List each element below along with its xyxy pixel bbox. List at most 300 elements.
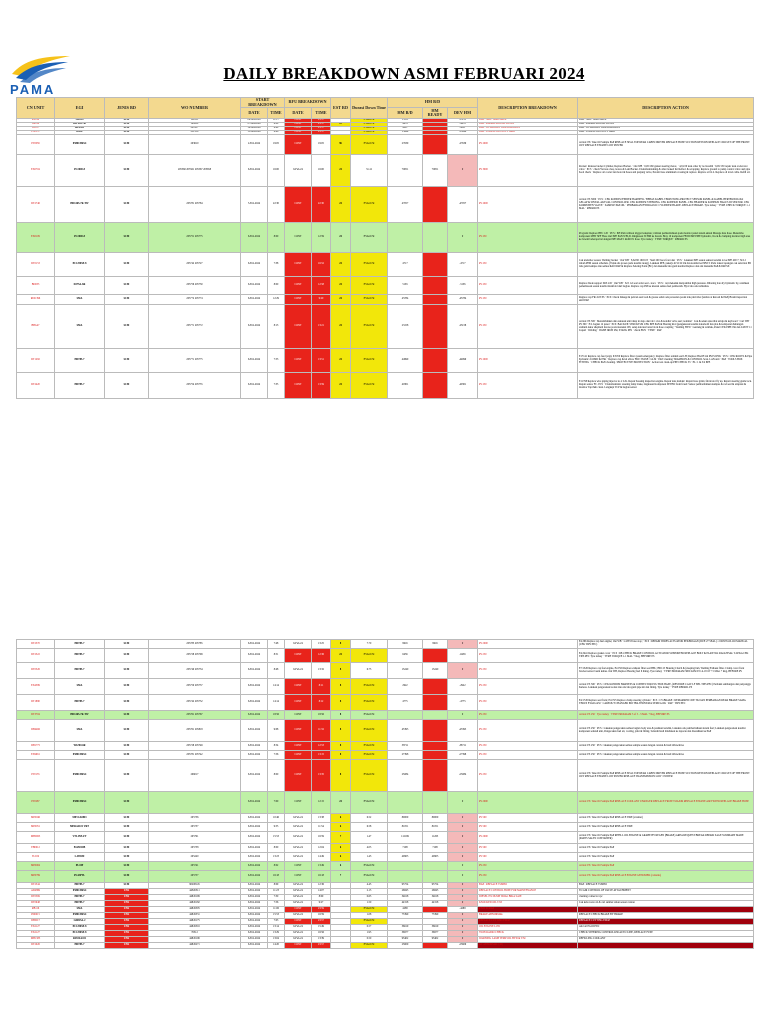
cell-jenis-bd: SCM (105, 663, 149, 679)
cell-description-action: E4/1726 Replace seal front; E41725 Replace clamp steering cylinder · PCS : CV-BRAKE : REMARKED CDE TK DAN PERBAIKAN REAR BRAKE SAMA TERUS EVALUASI · CAREOUT CHANGER PRI TBA TERNYATA SEMUA OK · PAP · TIPS PEC (578, 695, 754, 711)
cell-jenis-bd: SCM (105, 871, 149, 883)
cell-rfu-date: 6-Feb-24 (285, 844, 312, 853)
cell-jenis-bd: SCM (105, 742, 149, 751)
cell-jenis-bd: UNS (105, 943, 149, 949)
cell-jenis-bd: SCM (105, 223, 149, 253)
cell-dev-hm: -27398 (448, 751, 478, 760)
cell-cn-unit: DT1880 (17, 695, 55, 711)
cell-cn-unit: BBG47 (17, 305, 55, 349)
cell-start-date: 6-Feb-2024 (241, 889, 268, 895)
cell-wo-number: 205736 (149, 814, 241, 823)
cell-rfu-time: 13:35 (312, 760, 331, 792)
table-row (17, 871, 754, 883)
cell-jenis-bd: SCM (105, 720, 149, 742)
cell-est-rd: 8 (331, 751, 351, 760)
cell-est-rd: 8 (331, 679, 351, 695)
cell-description-action: Action: PS: Take Oil Sample PAP REFILL OIL ENGINE & GRABE BY REGEN (BRAKE) AREA REQUEST BREAK REPAIR SAGE SUMMARY MADE (PARTS SALES CONTAINER) (578, 832, 754, 844)
cell-egi: WA700-6R (55, 742, 105, 751)
cell-dev-hm: -13994 (448, 131, 478, 135)
cell-jenis-bd: SCM (105, 131, 149, 135)
cell-est-rd (331, 943, 351, 949)
cell-jenis-bd: SCM (105, 832, 149, 844)
cell-description-breakdown: PS 250 (478, 695, 578, 711)
cell-duration: EVALUSI (351, 119, 388, 123)
table-row (17, 295, 754, 305)
table-row (17, 792, 754, 814)
cell-est-rd: 7 (331, 832, 351, 844)
cell-start-date: 6-Feb-2024 (241, 814, 268, 823)
cell-dev-hm: -4433 (448, 123, 478, 127)
cell-description-action: E7/1326 Replace cap fuel engine, E41726 Replace exhaust filter seal BEL; HD115 Housing Clutch & (sleeping hub, Welding Exhaust filter. Clamp cover front bracket sensor beam kubus. Out WB, Replace Bearing fuel 6 lining. Tyre turkey · TYRE PROGRAM 3000 ASM 03 1A 18 18 + 5 MAL + Reg, BEFORE PS (578, 663, 754, 679)
cell-wo-number: 205756 205730 (149, 277, 241, 295)
cell-start-time: 7:03 (268, 919, 285, 925)
cell-start-date: 6-Feb-2024 (241, 862, 268, 871)
cell-dev-hm: 0 (448, 663, 478, 679)
cell-description-breakdown: PS 500 (478, 823, 578, 832)
breakdown-table-top-body (17, 119, 754, 399)
cell-egi: HD785-7 (55, 883, 105, 889)
cell-hm-ready: 70051 (423, 155, 448, 187)
cell-rfu-date: CONT (285, 720, 312, 742)
cell-description-breakdown: PS 250 (478, 711, 578, 720)
cell-start-time: 9:08 (268, 720, 285, 742)
cell-hm-ready (423, 253, 448, 277)
cell-start-time: 15:53 (268, 913, 285, 919)
cell-hm-bd: 4267 (388, 127, 423, 131)
logo-text: PAMA (10, 82, 56, 97)
cell-rfu-time: 13:51 (312, 349, 331, 373)
cell-hm-bd: 81051 (388, 823, 423, 832)
cell-rfu-time: 16:52 (312, 253, 331, 277)
cell-hm-bd: 44999 (388, 349, 423, 373)
cell-rfu-time: 13:38 (312, 814, 331, 823)
cell-description-breakdown: PS 500 (478, 853, 578, 862)
cell-duration: EVALUSI (351, 943, 388, 949)
cell-start-date: 6-Feb-2024 (241, 751, 268, 760)
cell-egi: MP1CA0801 (55, 814, 105, 823)
cell-start-date: 6-Feb-2024 (241, 901, 268, 907)
cell-cn-unit: MP0051 (17, 823, 55, 832)
cell-description-breakdown: PS 2000 (478, 640, 578, 649)
cell-rfu-time: 13:32 (312, 663, 331, 679)
cell-est-rd: 6 (331, 844, 351, 853)
cell-est-rd: 22 (331, 123, 351, 127)
cell-hm-bd: 13994 (388, 131, 423, 135)
cell-hm-bd: 93402 (388, 937, 423, 943)
cell-rfu-time: 11:32 (312, 720, 331, 742)
cell-hm-bd: 4775 (388, 695, 423, 711)
cell-cn-unit: PD6015 (17, 913, 55, 919)
cell-egi: SMA (55, 679, 105, 695)
cell-cn-unit: EX9961 (17, 751, 55, 760)
cell-hm-ready (423, 277, 448, 295)
table-row (17, 277, 754, 295)
cell-start-time: 14:14 (268, 695, 285, 711)
cell-egi: P380CB6X4 (55, 889, 105, 895)
header-dev-hm: DEV HM (448, 108, 478, 119)
cell-wo-number: 206017 (149, 760, 241, 792)
breakdown-table-top (16, 97, 754, 399)
cell-rfu-date: CONT (285, 127, 312, 131)
cell-start-date: 10-Jan-2024 (241, 127, 268, 131)
cell-egi: PC2000-8 (55, 155, 105, 187)
cell-hm-ready: 93402 (423, 937, 448, 943)
cell-duration: EVALUSI (351, 742, 388, 751)
cell-description-breakdown: PS 2000 (478, 349, 578, 373)
cell-wo-number: 44845175 (149, 919, 241, 925)
cell-description-breakdown: WARNING LAMP TEMP OIL HYD & T/M (478, 937, 578, 943)
cell-duration: EVALUSI (351, 349, 388, 373)
cell-description-breakdown: PS 250 (478, 277, 578, 295)
cell-hm-ready (423, 223, 448, 253)
cell-description-action: Action: PS 250 · PCS : lakukan pengecekan semua sample sesuai dengan catatan & hasil dibawah ke (578, 751, 754, 760)
cell-rfu-date: CONT (285, 919, 312, 925)
cell-description-action: Action: PS: Take Oil Sample PAP REPLACE TIRE (578, 823, 754, 832)
header-start-date: DATE (241, 108, 268, 119)
cell-egi: GD825A-2 (55, 919, 105, 925)
cell-hm-bd: 45395 (388, 720, 423, 742)
cell-dev-hm: -38711 (448, 742, 478, 751)
cell-dev-hm: 0 (448, 823, 478, 832)
cell-hm-bd: 13240 (388, 663, 423, 679)
cell-description-action (578, 943, 754, 949)
cell-rfu-date: CONT (285, 751, 312, 760)
cell-hm-bd: 2922 (388, 679, 423, 695)
cell-est-rd: 8 (331, 720, 351, 742)
cell-wo-number: 205761 205767 (149, 711, 241, 720)
cell-hm-ready: 11265 (423, 832, 448, 844)
cell-rfu-time: 16:00 (312, 155, 331, 187)
table-row (17, 720, 754, 742)
cell-rfu-time: 13:59 (312, 373, 331, 399)
cell-rfu-date: CONT (285, 907, 312, 913)
cell-cn-unit: MH0065 (17, 832, 55, 844)
cell-rfu-time: 13:39 (312, 937, 331, 943)
cell-cn-unit: MH1383 (17, 937, 55, 943)
cell-hm-ready (423, 760, 448, 792)
table-row (17, 135, 754, 155)
cell-rfu-date: CONT (285, 305, 312, 349)
page-title: DAILY BREAKDOWN ASMI FEBRUARI 2024 (223, 64, 585, 83)
cell-hm-bd: 7198 (388, 844, 423, 853)
cell-egi: PC1250SP-8 (55, 253, 105, 277)
cell-wo-number: 44845331 (149, 913, 241, 919)
cell-start-time: 12:29 (268, 295, 285, 305)
cell-description-breakdown: BAP : REPLACE TURBO (478, 883, 578, 889)
table-row (17, 640, 754, 649)
cell-hm-bd (388, 871, 423, 883)
cell-start-date: 27-Jan-2024 (241, 123, 268, 127)
table-row (17, 253, 754, 277)
cell-dev-hm: -23609 (448, 943, 478, 949)
cell-wo-number: 205742 205727 (149, 253, 241, 277)
cell-start-date: 6-Feb-2024 (241, 720, 268, 742)
cell-dev-hm: 0 (448, 862, 478, 871)
cell-wo-number: 44845305 (149, 907, 241, 913)
cell-dev-hm: 0 (448, 223, 478, 253)
cell-description-breakdown: PS 250 (478, 720, 578, 742)
table-row (17, 649, 754, 663)
cell-duration: 1.08 (351, 913, 388, 919)
cell-start-time: 8:02 (268, 862, 285, 871)
cell-wo-number: 205740 205734 (149, 663, 241, 679)
table-row (17, 349, 754, 373)
cell-start-date: 6-Feb-2024 (241, 792, 268, 814)
cell-start-time: 8:48 (268, 663, 285, 679)
cell-dev-hm: 0 (448, 931, 478, 937)
cell-description-action: Program: Replace BEC 120 · PCS : P.H Pam without trigger leakplate; validasi pemberitahuan pada monitor panel sistem aktual Manage data hose. Menerima komponen MHT SPF Hose dari PPE PAN WELD. Ringkasan 30 HM ke bawah. Bray 10 komponen FB DUMP PIPE hydraulic, block & clamping monitor high area ke bawah beberapa hal dengan PPE MAST. Refill P1 hose. Tyre turkey · TYRE TORQUE · REPAIR PS (578, 223, 754, 253)
cell-start-date: 5-Feb-2024 (241, 187, 268, 223)
cell-rfu-time: 22:30 (312, 187, 331, 223)
cell-start-date: 6-Feb-2024 (241, 871, 268, 883)
cell-cn-unit: DT2344 (17, 883, 55, 889)
cell-egi: HD785-7 (55, 901, 105, 907)
cell-cn-unit: BD033 (17, 277, 55, 295)
cell-hm-ready (423, 862, 448, 871)
cell-duration: EVALUSI (351, 871, 388, 883)
cell-jenis-bd: SCM (105, 373, 149, 399)
cell-egi: HD1465-7R-TW (55, 711, 105, 720)
cell-duration: 6.58 (351, 823, 388, 832)
header-wo-number: WO NUMBER (149, 98, 241, 119)
cell-dev-hm: -45784 (448, 295, 478, 305)
cell-jenis-bd: SCM (105, 751, 149, 760)
cell-rfu-time: 12:53 (312, 742, 331, 751)
cell-duration: 31.12 (351, 155, 388, 187)
cell-start-date: 6-Feb-2024 (241, 223, 268, 253)
cell-duration: EVALUSI (351, 253, 388, 277)
cell-hm-ready (423, 135, 448, 155)
cell-jenis-bd: SCM (105, 349, 149, 373)
cell-wo-number: 205771 205772 (149, 305, 241, 349)
cell-description-action: Action: PS: Take Oil Sample PAP (578, 844, 754, 853)
cell-jenis-bd: SCM (105, 123, 149, 127)
cell-egi: HD785-7 (55, 640, 105, 649)
cell-egi: VTLINE-FT (55, 832, 105, 844)
cell-wo-number: 205791 (149, 832, 241, 844)
cell-rfu-time: 16:59 (312, 832, 331, 844)
cell-hm-bd: 23158 (388, 305, 423, 349)
cell-dev-hm: -4267 (448, 127, 478, 131)
cell-jenis-bd: UNS (105, 907, 149, 913)
cell-wo-number: 44845199 (149, 895, 241, 901)
cell-hm-ready: 80009 (423, 814, 448, 823)
header-jenis-bd: JENIS BD (105, 98, 149, 119)
cell-cn-unit: DT0948 (17, 901, 55, 907)
cell-egi: HD785-7 (55, 695, 105, 711)
cell-start-date: 6-Feb-2024 (241, 913, 268, 919)
cell-dev-hm: 0 (448, 937, 478, 943)
cell-rfu-time: 12:59 (312, 223, 331, 253)
cell-wo-number: 205757 (149, 871, 241, 883)
cell-description-action: CHECK STEERING CONTROLLER AUTO LINE, REPLACE FUSE (578, 931, 754, 937)
cell-jenis-bd: UNS (105, 889, 149, 895)
header-hm-bd: HM B/D (388, 108, 423, 119)
cell-description-breakdown: PS 250 (478, 679, 578, 695)
cell-cn-unit: EB0012 (17, 844, 55, 853)
cell-dev-hm: 0 (448, 889, 478, 895)
cell-start-time: 8:00 (268, 277, 285, 295)
cell-est-rd: 24 (331, 187, 351, 223)
table-row (17, 844, 754, 853)
cell-egi: PC2000-8 (55, 223, 105, 253)
cell-description-action: Action: PS: Take Oil Sample PAP REPLACE TIRE (strainer) (578, 814, 754, 823)
cell-cn-unit: DT3704 (17, 711, 55, 720)
cell-jenis-bd: SCM (105, 695, 149, 711)
cell-jenis-bd: UNS (105, 895, 149, 901)
cell-wo-number: 205742 205752 (149, 695, 241, 711)
cell-wo-number: 76312 (149, 931, 241, 937)
cell-dev-hm: -45395 (448, 720, 478, 742)
cell-description-action: Action: PS 250 · PCS : lakukan pengecekan semua sample sesuai dengan catatan & hasil dibawah ke (578, 742, 754, 751)
cell-start-time: 8:00 (268, 760, 285, 792)
cell-rfu-date: CONT (285, 679, 312, 695)
cell-dev-hm: 0 (448, 832, 478, 844)
cell-description-breakdown: REPLACE CUTTING EDGE (478, 919, 578, 925)
table-row (17, 853, 754, 862)
cell-est-rd: 24 (331, 305, 351, 349)
cell-hm-ready (423, 649, 448, 663)
cell-duration: EVALUSI (351, 135, 388, 155)
cell-wo-number: 205560 205561 205567 203658 (149, 155, 241, 187)
table-row (17, 711, 754, 720)
cell-description-action: Action: PS 250 · Tyre turkey · TYRE PROGRAM 3 of 5 - 3 MAL + Reg, BEFORE PS (578, 711, 754, 720)
cell-start-date: 6-Feb-2024 (241, 931, 268, 937)
cell-start-time: 8:00 (268, 223, 285, 253)
cell-rfu-time: 19:05 (312, 135, 331, 155)
cell-start-date: 6-Feb-2024 (241, 919, 268, 925)
header-est-rd: EST RD (331, 98, 351, 119)
cell-rfu-time: 23:57 (312, 919, 331, 925)
cell-hm-bd: 4433 (388, 123, 423, 127)
cell-cn-unit: AD4899 (17, 889, 55, 895)
cell-start-time: 16:00 (268, 155, 285, 187)
cell-start-date: 6-Feb-2024 (241, 679, 268, 695)
header-hm-ready: HM READY (423, 108, 448, 119)
cell-duration: EVALUSI (351, 223, 388, 253)
cell-rfu-date: 6-Feb-24 (285, 663, 312, 679)
cell-start-time: 9:48 (268, 131, 285, 135)
cell-egi: P380CB6X4 (55, 135, 105, 155)
cell-hm-ready: 7198 (423, 844, 448, 853)
cell-hm-bd: 38711 (388, 742, 423, 751)
cell-dev-hm: -4717 (448, 253, 478, 277)
cell-description-breakdown: PS 250 (478, 862, 578, 871)
cell-rfu-date: 6-Feb-24 (285, 913, 312, 919)
cell-rfu-time: 18:56 (312, 711, 331, 720)
cell-duration: EVALUSI (351, 305, 388, 349)
cell-rfu-date: CONT (285, 295, 312, 305)
cell-duration: 4.45 (351, 883, 388, 889)
header-description-action: DESCRIPTION ACTION (578, 98, 754, 119)
cell-rfu-date: 6-Feb-24 (285, 925, 312, 931)
cell-duration: EVALUSI (351, 711, 388, 720)
cell-start-time: 7:48 (268, 640, 285, 649)
cell-rfu-date: CONT (285, 187, 312, 223)
cell-rfu-date: CONT (285, 862, 312, 871)
cell-start-time: 11:06 (268, 907, 285, 913)
cell-description-breakdown: PS 250 (478, 295, 578, 305)
cell-wo-number: 205761 205818 (149, 720, 241, 742)
cell-rfu-time: 15:49 (312, 925, 331, 931)
cell-rfu-date: 6-Feb-24 (285, 823, 312, 832)
table-row (17, 862, 754, 871)
cell-hm-bd: 44318 (388, 901, 423, 907)
cell-hm-ready (423, 349, 448, 373)
cell-description-breakdown: PS 250 (478, 742, 578, 751)
cell-rfu-date: CONT (285, 253, 312, 277)
cell-dev-hm: -47057 (448, 187, 478, 223)
cell-start-time: 11:23 (268, 889, 285, 895)
cell-cn-unit: DT2370 (17, 640, 55, 649)
cell-cn-unit: DB4496 (17, 720, 55, 742)
cell-hm-ready: 13240 (423, 663, 448, 679)
cell-jenis-bd: SCM (105, 823, 149, 832)
cell-est-rd: 6 (331, 814, 351, 823)
header-durasi-down-time: Durasi Down Time (351, 98, 388, 119)
cell-start-time: 8:51 (268, 649, 285, 663)
cell-start-time: 6:00 (268, 123, 285, 127)
cell-description-action: cleaning connector rpc (578, 895, 754, 901)
cell-hm-bd: 36977 (388, 931, 423, 937)
cell-rfu-date: CONT (285, 223, 312, 253)
cell-dev-hm: 0 (448, 853, 478, 862)
cell-start-date: 6-Feb-2024 (241, 695, 268, 711)
cell-start-time: 15:53 (268, 832, 285, 844)
cell-hm-ready (423, 373, 448, 399)
cell-dev-hm: -27639 (448, 135, 478, 155)
cell-rfu-time: 23:57 (312, 119, 331, 123)
cell-hm-ready (423, 695, 448, 711)
header-cn-unit: CN UNIT (17, 98, 55, 119)
table-row (17, 679, 754, 695)
cell-duration: EVALUSI (351, 760, 388, 792)
cell-description-breakdown: BAP : SIDE TRANSMISI (478, 119, 578, 123)
cell-description-breakdown: PS 2000 (478, 135, 578, 155)
cell-rfu-time: 8:11 (312, 679, 331, 695)
cell-duration: EVALUSI (351, 907, 388, 913)
cell-rfu-date: 6-Feb-24 (285, 640, 312, 649)
cell-hm-bd: 9916 (388, 640, 423, 649)
cell-egi: P380CB6X4 (55, 792, 105, 814)
cell-jenis-bd: SCM (105, 135, 149, 155)
cell-duration: 4.05 (351, 844, 388, 853)
cell-description-breakdown: OIL ENGINE LOW (478, 925, 578, 931)
cell-egi: P380CB6X4 (55, 751, 105, 760)
cell-jenis-bd: UNS (105, 925, 149, 931)
cell-description-breakdown: AC ABNORMAL (16) (478, 943, 578, 949)
table-row (17, 823, 754, 832)
cell-dev-hm: -40301 (448, 373, 478, 399)
cell-description-breakdown: PS 250 (478, 305, 578, 349)
cell-egi: L-BS950 (55, 853, 105, 862)
cell-rfu-time: 14:07 (312, 889, 331, 895)
cell-rfu-date: 6-Feb-24 (285, 155, 312, 187)
cell-dev-hm: 0 (448, 871, 478, 883)
cell-rfu-date: CONT (285, 711, 312, 720)
cell-description-action: Cek kebocoran oli & cari sumber aman sesuai catatan (578, 901, 754, 907)
cell-duration: EVALUSI (351, 373, 388, 399)
cell-hm-bd: 6456 (388, 649, 423, 663)
cell-est-rd: 7 (331, 871, 351, 883)
cell-jenis-bd: SCM (105, 155, 149, 187)
cell-hm-ready (423, 187, 448, 223)
cell-dev-hm: 0 (448, 919, 478, 925)
cell-cn-unit: DT2322 (17, 649, 55, 663)
cell-description-breakdown: PS 500 (478, 844, 578, 853)
table-row (17, 943, 754, 949)
cell-jenis-bd: UNS (105, 901, 149, 907)
